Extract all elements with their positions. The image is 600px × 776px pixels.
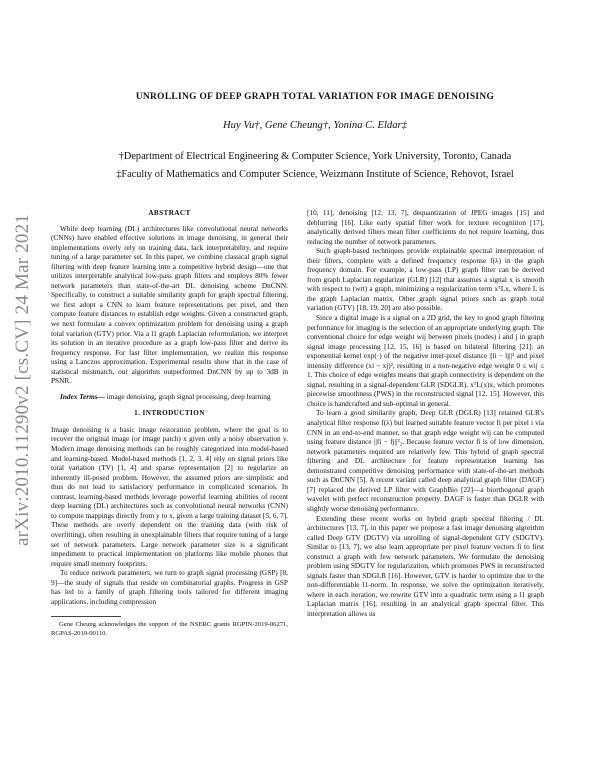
right-paragraph-5: Extending these recent works on hybrid graph spectral filtering / DL architectures [13, 7], in this paper we propose a fast image denoising algorithm called Deep GTV (DGTV) via unrolling of signal-dependent GTV (SDGTV). Similar to [13, 7], we also learn appropriate per pixel feature vectors fi to first construct a graph with few network parameters. We formulate the denoising problem using SDGTV for regularization, which promotes PWS in reconstructed signals faster than SDGLR [16]. However, GTV is harder to optimize due to the non-differentiable l1-norm. In response, we solve the optimization iteratively, where in each iteration, we rewrite GTV into a quadratic term using a l1 graph Laplacian matrix [16], resulting in an analytical graph spectral filter. This interpretation allows us <box>307 513 544 618</box>
intro-paragraph-2: To reduce network parameters, we turn to graph signal processing (GSP) [8, 9]—the study of signals that reside on combinatorial graphs. Progress in GSP has led to a family of graph filtering tools tailored for different imaging applications, including compression <box>51 568 288 606</box>
introduction-heading: 1. INTRODUCTION <box>134 409 205 418</box>
left-column <box>51 208 288 638</box>
right-paragraph-1: [10, 11], denoising [12, 13, 7], dequantization of JPEG images [15] and deblurring [16]. Like early spatial filter work for texture recognition [17], analytically derived filters mean filter coefficients do not require learning, thus reducing the number of network parameters. <box>307 208 544 246</box>
paper-authors: Huy Vu†, Gene Cheung†, Yonina C. Eldar‡ <box>223 120 407 131</box>
arxiv-id-text: arXiv:2010.11290v2 [cs.CV] 24 Mar 2021 <box>12 214 33 546</box>
paper-title: UNROLLING OF DEEP GRAPH TOTAL VARIATION FOR IMAGE DENOISING <box>135 92 495 102</box>
abstract-text: While deep learning (DL) architectures like convolutional neural networks (CNNs) have enabled effective solutions in image denoising, in general their implementations overly rely on training data, lack interpretability, and require tuning of a large parameter set. In this paper, we combine classical graph signal filtering with deep feature learning into a competitive hybrid design—one that utilizes interpretable analytical low-pass graph filters and employs 80% fewer network parameters than state-of-the-art DL denoising scheme DnCNN. Specifically, to construct a suitable similarity graph for graph spectral filtering, we first adopt a CNN to learn feature representations per pixel, and then compute feature distances to establish edge weights. Given a constructed graph, we next formulate a convex optimization problem for denoising using a graph total variation (GTV) prior. Via a l1 graph Laplacian reformulation, we interpret its solution in an iterative procedure as a graph low-pass filter and derive its frequency response. For fast filter implementation, we realize this response using a Lanczos approximation. Experimental results show that in the case of statistical mistmatch, our algorithm outperformed DnCNN by up to 3dB in PSNR. <box>51 223 288 386</box>
arxiv-identifier <box>6 180 40 580</box>
footnote-acknowledgement: Gene Cheung acknowledges the support of the NSERC grants RGPIN-2019-06271, RGPAS-2019-00110. <box>51 621 288 637</box>
footnote-rule <box>51 616 121 617</box>
index-terms-text: image denoising, graph signal processing, deep learning <box>104 391 271 401</box>
right-column <box>307 208 544 619</box>
abstract-heading: ABSTRACT <box>148 209 191 217</box>
right-paragraph-3: Since a digital image is a signal on a 2D grid, the key to good graph filtering performance for imaging is the selection of an appropriate underlying graph. The conventional choice for edge weight wij between pixels (nodes) i and j in graph signal image processing [12, 15, 16] is based on bilateral filtering [21]: an exponential kernel exp(·) of the negative inter-pixel distance ||li − lj||² and pixel intensity difference (xi − xj)², resulting in a non-negative edge weight 0 ≤ wij ≤ 1. This choice of edge weights means that graph connectivity is dependent on the signal, resulting in a signal-dependent GLR (SDGLR), xᵀL(x)x, which promotes piecewise smoothness (PWS) in the reconstructed signal [12, 15]. However, this choice is handcrafted and sub-optimal in general. <box>307 313 544 408</box>
right-paragraph-4: To learn a good similarity graph, Deep GLR (DGLR) [13] retained GLR's analytical filter response f(λ) but learned suitable feature vector fi per pixel i via CNN in an end-to-end manner, so that graph edge weight wij can be computed using feature distance ||fi − fj||²₂. Because feature vector fi is of low dimension, network parameters required are relatively few. This hybrid of graph spectral filtering and DL architecture for feature representation learning has demonstrated competitive denoising performance with state-of-the-art methods such as DnCNN [5]. A recent variant called deep analytical graph filter (DAGF) [7] replaced the derived LP filter with GraphBio [22]—a biorthogonal graph wavelet with perfect reconstruction property. DAGF is faster than DGLR with slightly worse denoising performance. <box>307 408 544 513</box>
intro-paragraph-1: Image denoising is a basic image restoration problem, where the goal is to recover the original image (or image patch) x given only a noisy observation y. Modern image denoising methods can be roughly categorized into model-based and learning-based. Model-based methods [1, 2, 3, 4] rely on signal priors like total variation (TV) [1, 4] and sparse representation [2] to regularize an inherently ill-posed problem. However, the assumed priors are simplistic and thus do not lead to satisfactory performance in complicated scenarios. In contrast, learning-based methods leverage powerful learning abilities of recent deep learning (DL) architectures such as convolutional neural networks (CNN) to compute mappings directly from y to x, given a large training dataset [5, 6, 7]. These methods are overly dependent on the training data (with risk of overfitting), often resulting in unexplainable filters that require tuning of a large set of network parameters. Large network parameter size is a significant impediment to practical implementation on platforms like mobile phones that require small memory footprints. <box>51 424 288 568</box>
right-paragraph-2: Such graph-based techniques provide explainable spectral interpretation of their filters, complete with a defined frequency response f(λ) in the graph frequency domain. For example, a low-pass (LP) graph filter can be derived from graph Laplacian regularizer (GLR) [12] that assumes a signal x is smooth with respect to (wrt) a graph, minimizing a regularization term xᵀLx, where L is the graph Laplacian matrix. Other graph signal priors such as graph total variation (GTV) [18, 19, 20] are also possible. <box>307 246 544 313</box>
affiliation-weizmann: ‡Faculty of Mathematics and Computer Science, Weizmann Institute of Science, Rehovot, Israel <box>116 169 514 180</box>
index-terms <box>51 392 288 402</box>
index-terms-label: Index Terms— <box>60 391 105 401</box>
affiliation-york: †Department of Electrical Engineering & Computer Science, York University, Toronto, Canada <box>118 151 512 162</box>
